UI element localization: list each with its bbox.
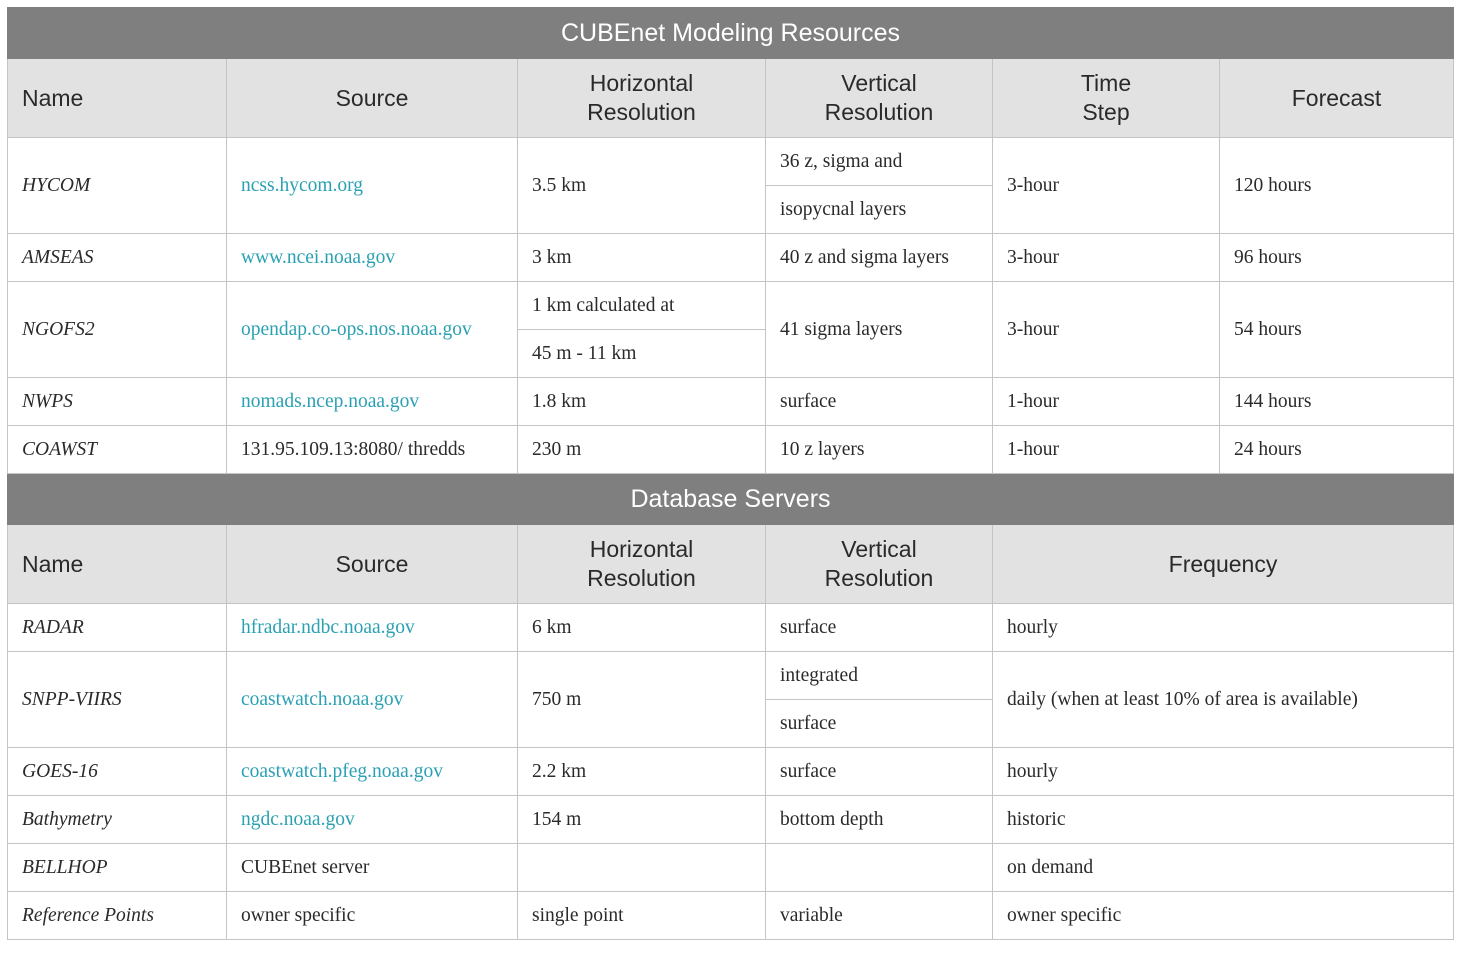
cell-vertical: 41 sigma layers	[766, 282, 993, 378]
cell-vertical: 40 z and sigma layers	[766, 234, 993, 282]
cell-horizontal	[518, 844, 766, 892]
header-line: Resolution	[587, 565, 696, 591]
source-link[interactable]: www.ncei.noaa.gov	[227, 234, 518, 282]
section-banner-modeling	[8, 8, 1454, 59]
cell-name: RADAR	[8, 604, 227, 652]
col-header-name: Name	[8, 59, 227, 138]
cell-vertical: surface	[766, 604, 993, 652]
col-header-source: Source	[227, 59, 518, 138]
cell-vertical: isopycnal layers	[766, 186, 993, 234]
cell-source: owner specific	[227, 892, 518, 940]
cell-forecast: 144 hours	[1220, 378, 1454, 426]
table-row	[8, 844, 1454, 892]
cell-vertical: surface	[766, 748, 993, 796]
col-header-name: Name	[8, 525, 227, 604]
cell-name: AMSEAS	[8, 234, 227, 282]
header-line: Resolution	[824, 99, 934, 125]
cell-name: NWPS	[8, 378, 227, 426]
table-row	[8, 426, 1454, 474]
cell-name: HYCOM	[8, 138, 227, 234]
cell-vertical: bottom depth	[766, 796, 993, 844]
col-header-horizontal	[518, 525, 766, 604]
header-line: Time	[1080, 70, 1132, 96]
source-link[interactable]: opendap.co-ops.nos.noaa.gov	[227, 282, 518, 378]
cell-horizontal: single point	[518, 892, 766, 940]
table-row	[8, 378, 1454, 426]
table-row	[8, 796, 1454, 844]
source-link[interactable]: hfradar.ndbc.noaa.gov	[227, 604, 518, 652]
cell-vertical	[766, 844, 993, 892]
cell-forecast: 96 hours	[1220, 234, 1454, 282]
cell-forecast: 120 hours	[1220, 138, 1454, 234]
cell-vertical: surface	[766, 378, 993, 426]
cell-horizontal: 3 km	[518, 234, 766, 282]
table-row	[8, 892, 1454, 940]
header-row	[8, 525, 1454, 604]
cell-forecast: 24 hours	[1220, 426, 1454, 474]
table-row	[8, 748, 1454, 796]
source-link[interactable]: nomads.ncep.noaa.gov	[227, 378, 518, 426]
source-link[interactable]: ngdc.noaa.gov	[227, 796, 518, 844]
table-row	[8, 234, 1454, 282]
table-row	[8, 282, 1454, 330]
cell-name: Bathymetry	[8, 796, 227, 844]
cell-name: NGOFS2	[8, 282, 227, 378]
col-header-frequency: Frequency	[993, 525, 1454, 604]
table-row	[8, 604, 1454, 652]
cell-name: GOES-16	[8, 748, 227, 796]
col-header-vertical	[766, 59, 993, 138]
cell-frequency: hourly	[993, 748, 1454, 796]
header-line: Vertical	[841, 536, 917, 562]
cell-name: SNPP-VIIRS	[8, 652, 227, 748]
cell-horizontal: 154 m	[518, 796, 766, 844]
col-header-vertical	[766, 525, 993, 604]
section-title: CUBEnet Modeling Resources	[8, 8, 1454, 59]
cell-frequency: hourly	[993, 604, 1454, 652]
source-link[interactable]: ncss.hycom.org	[227, 138, 518, 234]
cell-horizontal: 6 km	[518, 604, 766, 652]
resources-table	[7, 7, 1454, 940]
table-row	[8, 138, 1454, 186]
col-header-time-step	[993, 59, 1220, 138]
cell-source: CUBEnet server	[227, 844, 518, 892]
cell-horizontal: 2.2 km	[518, 748, 766, 796]
cell-source: 131.95.109.13:8080/ thredds	[227, 426, 518, 474]
header-line: Step	[1082, 99, 1130, 125]
cell-vertical: 36 z, sigma and	[766, 138, 993, 186]
cell-vertical: variable	[766, 892, 993, 940]
cell-time-step: 3-hour	[993, 282, 1220, 378]
cell-horizontal: 3.5 km	[518, 138, 766, 234]
source-link[interactable]: coastwatch.pfeg.noaa.gov	[227, 748, 518, 796]
header-row	[8, 59, 1454, 138]
cell-name: BELLHOP	[8, 844, 227, 892]
cell-vertical: integrated	[766, 652, 993, 700]
cell-name: Reference Points	[8, 892, 227, 940]
cell-time-step: 1-hour	[993, 426, 1220, 474]
cell-frequency: historic	[993, 796, 1454, 844]
col-header-source: Source	[227, 525, 518, 604]
cell-horizontal: 750 m	[518, 652, 766, 748]
cell-horizontal: 230 m	[518, 426, 766, 474]
cell-frequency: owner specific	[993, 892, 1454, 940]
resources-table-container	[7, 7, 1453, 940]
cell-time-step: 3-hour	[993, 234, 1220, 282]
cell-horizontal: 45 m - 11 km	[518, 330, 766, 378]
header-line: Horizontal	[589, 536, 694, 562]
header-line: Horizontal	[589, 70, 694, 96]
cell-horizontal: 1 km calculated at	[518, 282, 766, 330]
header-line: Resolution	[587, 99, 696, 125]
cell-horizontal: 1.8 km	[518, 378, 766, 426]
cell-forecast: 54 hours	[1220, 282, 1454, 378]
cell-frequency: on demand	[993, 844, 1454, 892]
cell-vertical: surface	[766, 700, 993, 748]
table-row	[8, 652, 1454, 700]
cell-frequency: daily (when at least 10% of area is available)	[993, 652, 1454, 748]
cell-vertical: 10 z layers	[766, 426, 993, 474]
col-header-horizontal	[518, 59, 766, 138]
source-link[interactable]: coastwatch.noaa.gov	[227, 652, 518, 748]
section-banner-database	[8, 474, 1454, 525]
cell-time-step: 1-hour	[993, 378, 1220, 426]
col-header-forecast: Forecast	[1220, 59, 1454, 138]
section-title: Database Servers	[8, 474, 1454, 525]
header-line: Resolution	[824, 565, 934, 591]
cell-name: COAWST	[8, 426, 227, 474]
cell-time-step: 3-hour	[993, 138, 1220, 234]
header-line: Vertical	[841, 70, 917, 96]
